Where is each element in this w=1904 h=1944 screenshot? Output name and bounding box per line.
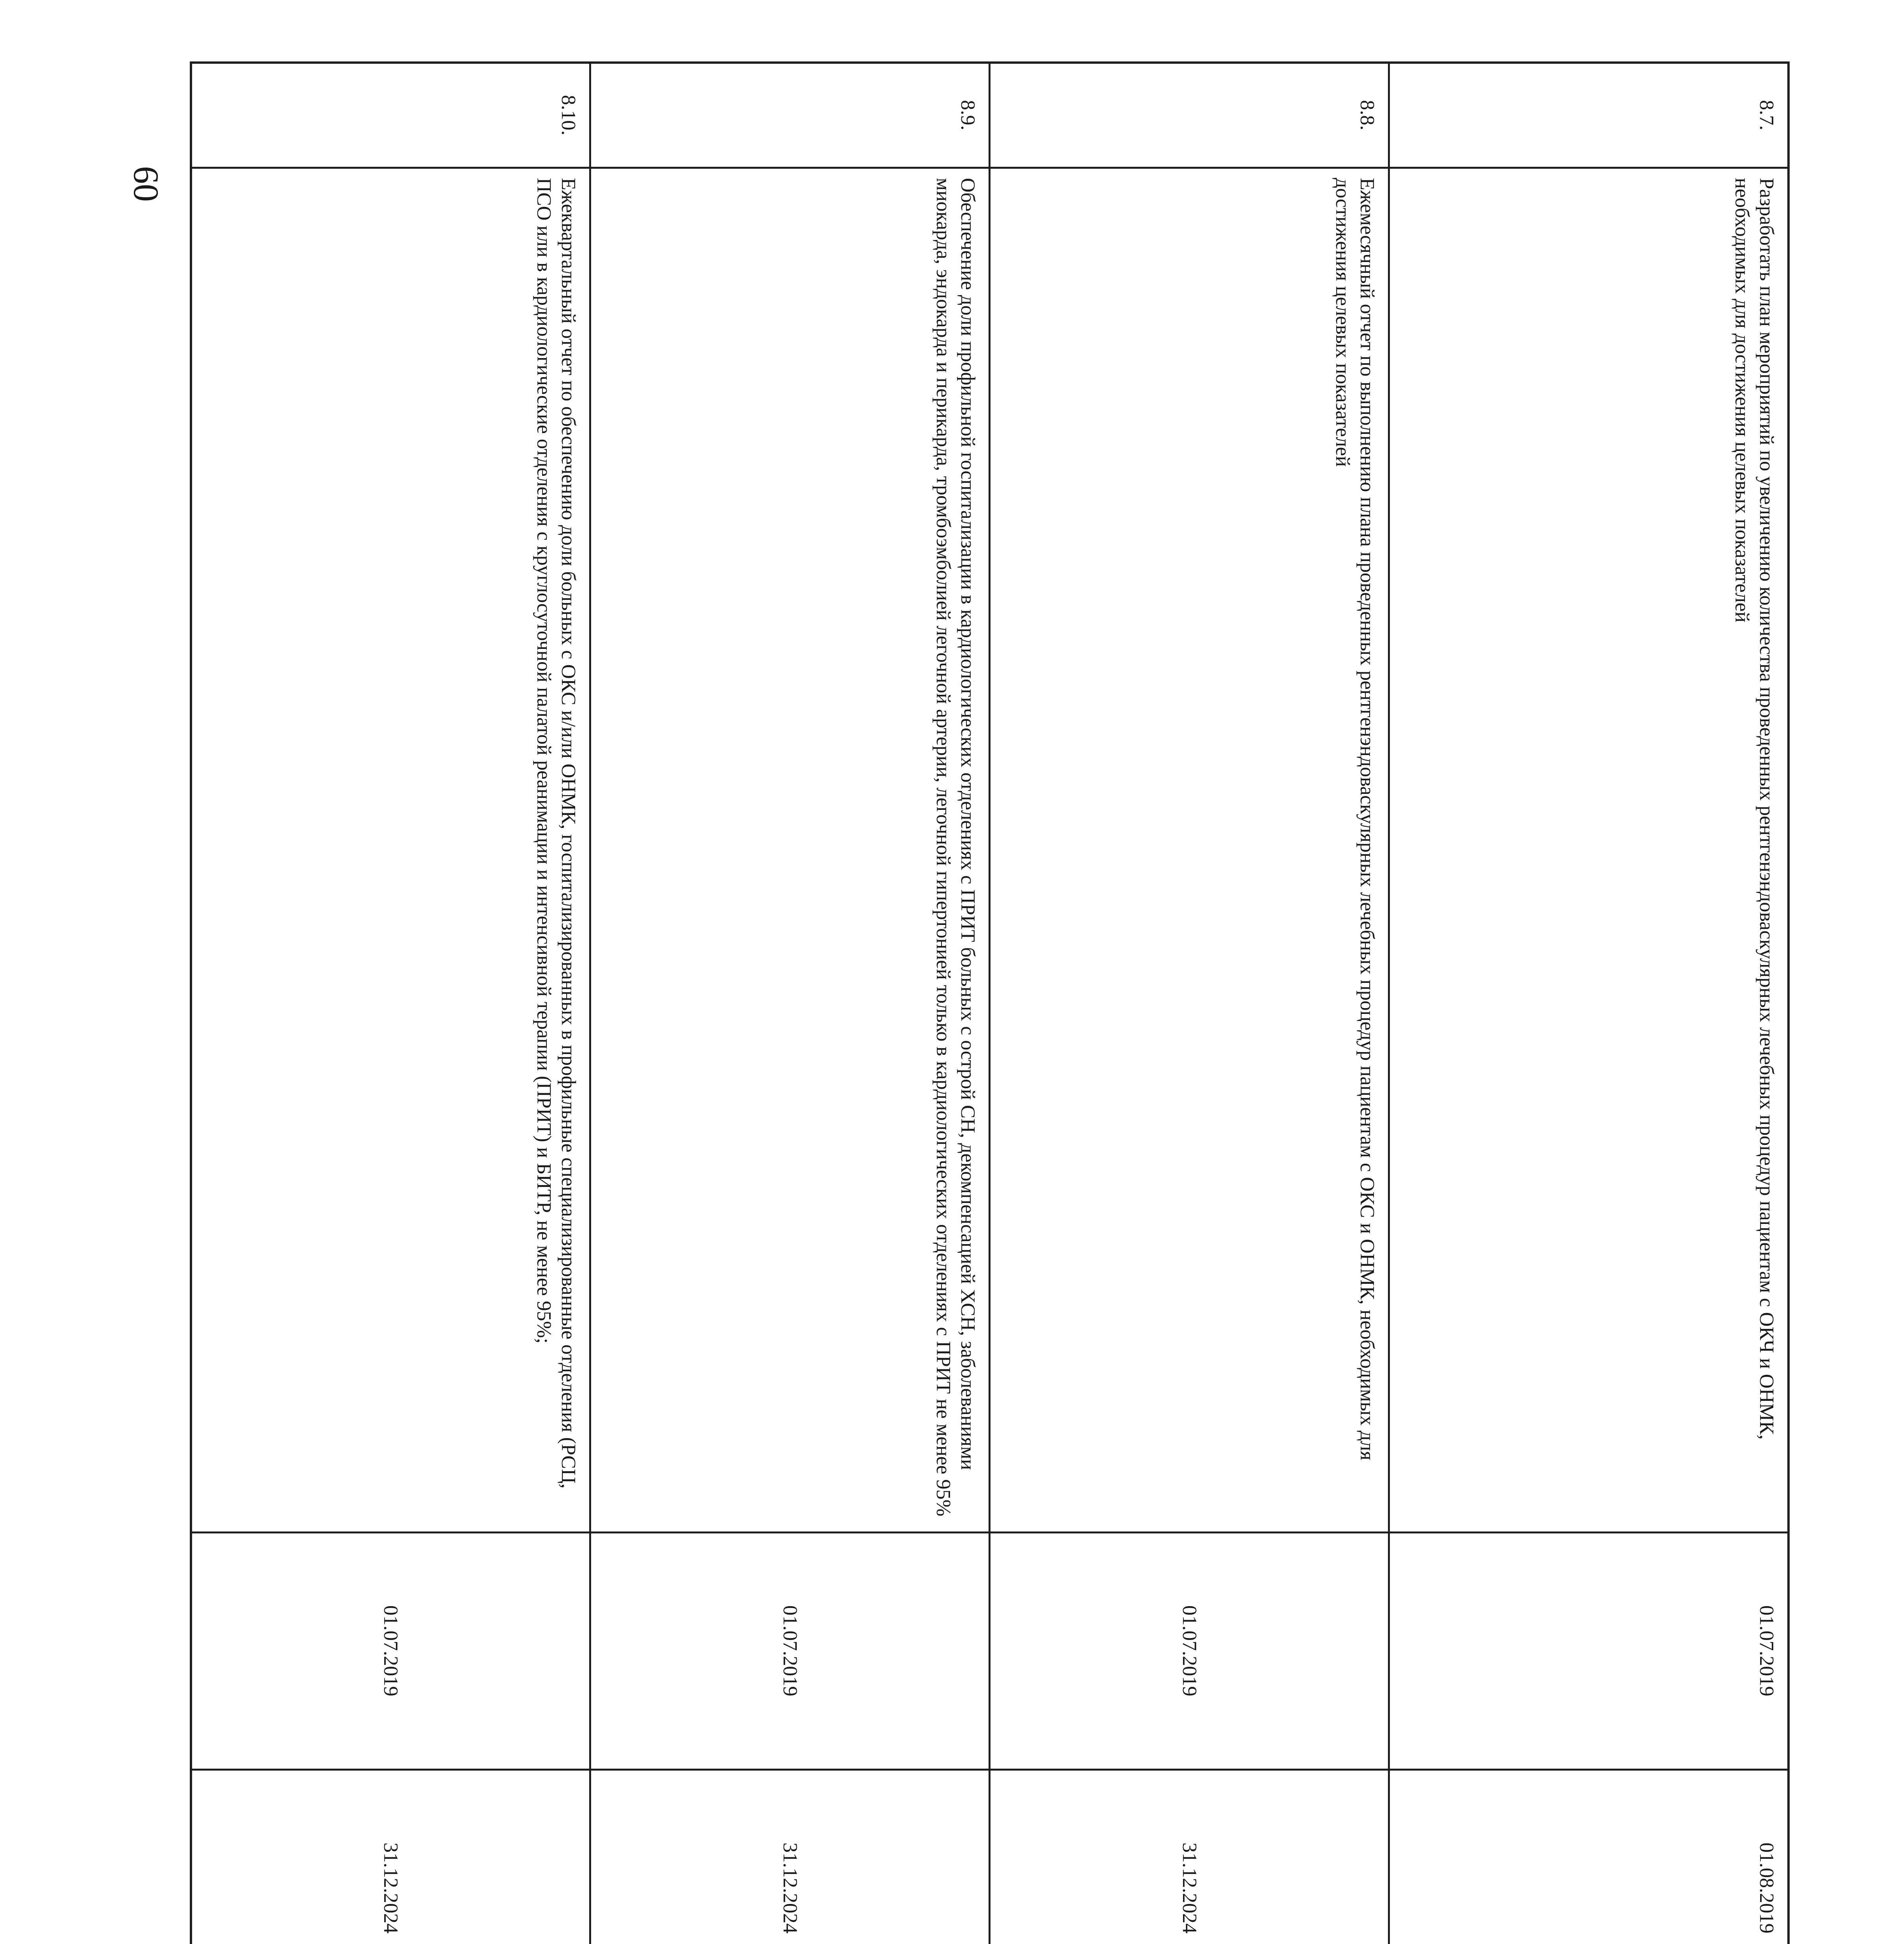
start-date: 01.07.2019 (1389, 1532, 1788, 1769)
row-number: 8.9. (590, 63, 990, 168)
row-number: 8.8. (990, 63, 1389, 168)
end-date: 31.12.2024 (191, 1769, 590, 1944)
row-number: 8.7. (1389, 63, 1788, 168)
page-number: 60 (126, 166, 166, 202)
table-row (990, 63, 1389, 1944)
end-date: 31.12.2024 (590, 1769, 990, 1944)
event-description: Ежеквартальный отчет по обеспечению доли больных с ОКС и/или ОНМК, госпитализированных в профильные специализированные отделения (РСЦ, ПСО или в кардиологические отделения с круглосуточной палатой реанимации и интенсивной терапии (ПРИТ) и БИТР, не менее 95%; (191, 168, 590, 1532)
event-description: Разработать план мероприятий по увеличению количества проведенных рентгенэндоваскулярных лечебных процедур пациентам с ОКЧ и ОНМК, необходимых для достижения целевых показателей (1389, 168, 1788, 1532)
plan-table-sheet (191, 61, 1790, 1944)
start-date: 01.07.2019 (990, 1532, 1389, 1769)
row-number: 8.10. (191, 63, 590, 168)
table-row (1389, 63, 1788, 1944)
event-description: Ежемесячный отчет по выполнению плана проведенных рентгенэндоваскулярных лечебных процедур пациентам с ОКС и ОНМК, необходимых для достижения целевых показателей (990, 168, 1389, 1532)
start-date: 01.07.2019 (191, 1532, 590, 1769)
end-date: 31.12.2024 (990, 1769, 1389, 1944)
end-date: 01.08.2019 (1389, 1769, 1788, 1944)
table-row (590, 63, 990, 1944)
table-row (191, 63, 590, 1944)
start-date: 01.07.2019 (590, 1532, 990, 1769)
plan-table (190, 61, 1790, 1944)
event-description: Обеспечение доли профильной госпитализации в кардиологических отделениях с ПРИТ больных с острой СН, декомпенсацией ХСН, заболеваниями миокарда, эндокарда и перикарда, тромбоэмболией легочной артерии, легочной гипертонией только в кардиологических отделениях с ПРИТ не менее 95% (590, 168, 990, 1532)
